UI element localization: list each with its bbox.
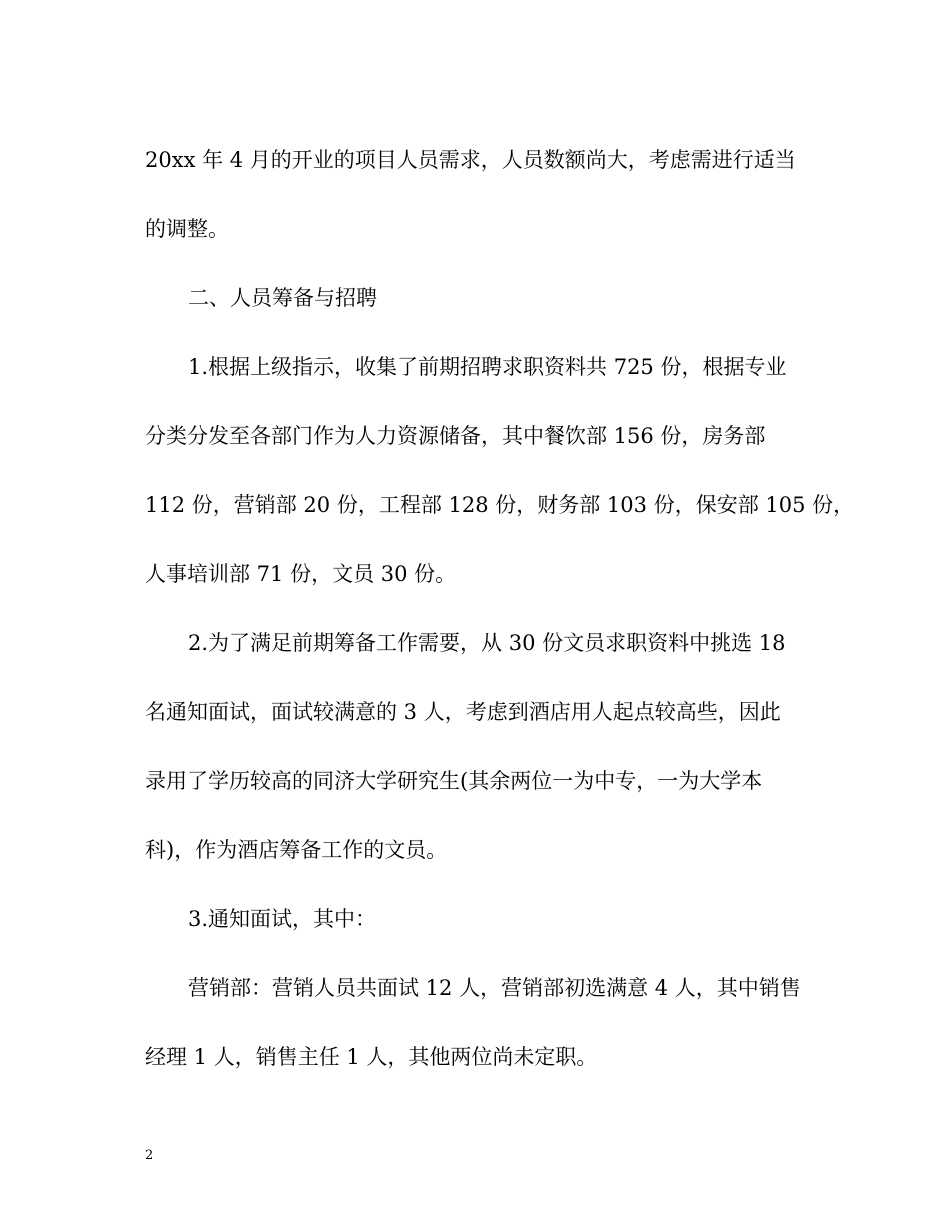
text-line: 1.根据上级指示，收集了前期招聘求职资料共 725 份，根据专业 [188,355,787,379]
text-line: 营销部：营销人员共面试 12 人，营销部初选满意 4 人，其中销售 [188,976,801,1000]
section-heading: 二、人员筹备与招聘 [188,286,377,310]
text-line: 112 份，营销部 20 份，工程部 128 份，财务部 103 份，保安部 105 份， [145,493,855,517]
page-number: 2 [145,1148,154,1163]
text-line: 名通知面试，面试较满意的 3 人，考虑到酒店用人起点较高些，因此 [145,700,781,724]
text-line: 的调整。 [145,217,229,241]
text-line: 录用了学历较高的同济大学研究生(其余两位一为中专，一为大学本 [145,769,763,793]
text-line: 科)，作为酒店筹备工作的文员。 [145,838,448,862]
text-line: 分类分发至各部门作为人力资源储备，其中餐饮部 156 份，房务部 [145,424,766,448]
text-line: 20xx 年 4 月的开业的项目人员需求，人员数额尚大，考虑需进行适当 [145,148,796,172]
text-line: 人事培训部 71 份，文员 30 份。 [145,562,457,586]
text-line: 2.为了满足前期筹备工作需要，从 30 份文员求职资料中挑选 18 [188,631,786,655]
text-line: 经理 1 人，销售主任 1 人，其他两位尚未定职。 [145,1045,598,1069]
text-line: 3.通知面试，其中： [188,907,377,931]
